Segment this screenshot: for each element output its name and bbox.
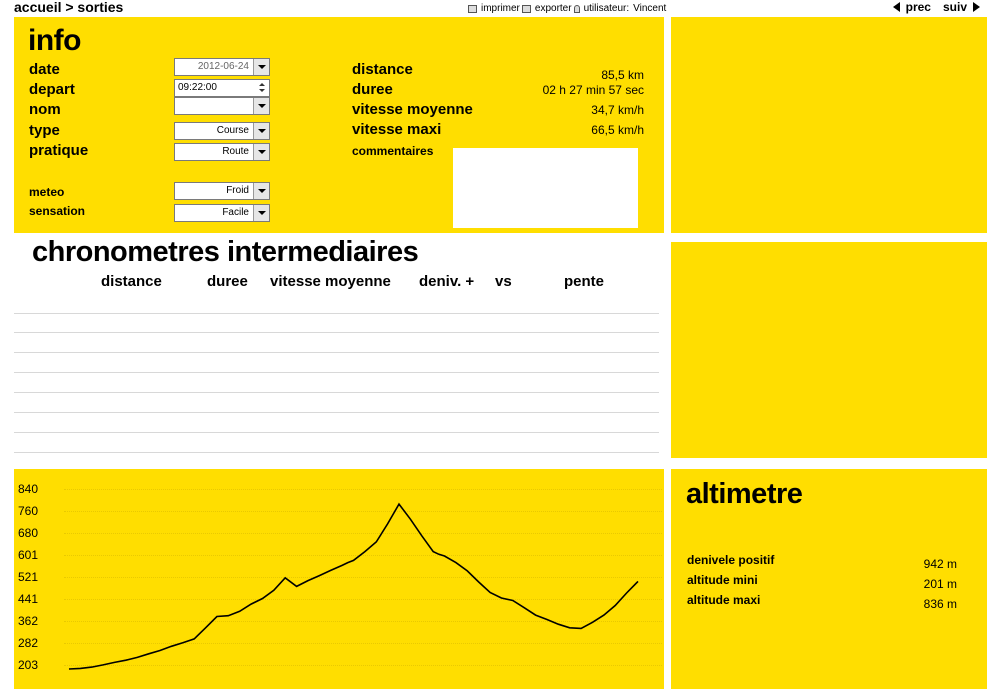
y-tick-label: 203 (18, 658, 39, 672)
date-label: date (29, 61, 60, 78)
meteo-select[interactable] (174, 182, 270, 200)
chevron-down-icon[interactable] (253, 183, 269, 199)
vitesse-maxi-value: 66,5 km/h (591, 123, 644, 137)
altimetre-title: altimetre (686, 478, 803, 510)
spin-down-icon[interactable] (256, 88, 268, 95)
y-tick-label: 521 (18, 570, 39, 584)
triangle-right-icon (973, 2, 980, 12)
spin-up-icon[interactable] (256, 81, 268, 88)
depart-time-input[interactable] (174, 79, 270, 97)
vitesse-moyenne-label: vitesse moyenne (352, 101, 473, 118)
distance-value: 85,5 km (601, 68, 644, 82)
chevron-down-icon[interactable] (253, 144, 269, 160)
prev-button[interactable] (893, 0, 931, 14)
y-tick-label: 282 (18, 636, 39, 650)
duree-value: 02 h 27 min 57 sec (542, 83, 644, 97)
altitude-mini-label: altitude mini (687, 573, 758, 587)
altitude-maxi-label: altitude maxi (687, 593, 761, 607)
table-row-divider (14, 313, 659, 314)
col-header-duree: duree (207, 273, 248, 290)
depart-label: depart (29, 81, 75, 98)
table-row-divider (14, 332, 659, 333)
chevron-down-icon[interactable] (253, 59, 269, 75)
table-row-divider (14, 352, 659, 353)
y-tick-label: 680 (18, 526, 39, 540)
date-select[interactable] (174, 58, 270, 76)
chevron-down-icon[interactable] (253, 205, 269, 221)
type-label: type (29, 122, 60, 139)
y-tick-label: 760 (18, 504, 39, 518)
user-label: utilisateur: (583, 3, 630, 14)
table-row-divider (14, 392, 659, 393)
duree-label: duree (352, 81, 393, 98)
col-header-vs: vs (495, 273, 512, 290)
denivele-positif-label: denivele positif (687, 553, 775, 567)
pratique-select[interactable] (174, 143, 270, 161)
triangle-left-icon (893, 2, 900, 12)
right-panel-middle (671, 242, 987, 458)
envelope-icon[interactable] (522, 5, 531, 13)
pratique-label: pratique (29, 142, 89, 159)
col-header-vitesse-moyenne: vitesse moyenne (270, 273, 391, 290)
col-header-pente: pente (564, 273, 605, 290)
nom-label: nom (29, 101, 61, 118)
next-button[interactable] (943, 0, 980, 14)
table-row-divider (14, 412, 659, 413)
y-tick-label: 362 (18, 614, 39, 628)
commentaires-label: commentaires (352, 144, 434, 158)
sensation-value: Facile (222, 207, 249, 218)
chrono-title: chronometres intermediaires (32, 236, 419, 268)
type-value: Course (216, 125, 249, 136)
pratique-value: Route (222, 146, 249, 157)
sensation-select[interactable] (174, 204, 270, 222)
time-spinner[interactable] (256, 81, 268, 95)
prev-label: prec (905, 0, 931, 14)
commentaires-textarea[interactable] (453, 148, 638, 228)
date-value: 2012-06-24 (197, 61, 249, 72)
y-tick-label: 840 (18, 482, 39, 496)
pager-nav (893, 0, 980, 14)
table-row-divider (14, 372, 659, 373)
altitude-mini-value: 201 m (923, 577, 957, 591)
next-label: suiv (942, 0, 967, 14)
printer-icon[interactable] (468, 5, 477, 13)
chevron-down-icon[interactable] (253, 98, 269, 114)
distance-label: distance (352, 61, 413, 78)
user-icon (574, 5, 580, 13)
altitude-chart (14, 469, 664, 689)
meteo-value: Froid (226, 185, 249, 196)
print-link[interactable]: imprimer (481, 3, 520, 14)
vitesse-maxi-label: vitesse maxi (352, 121, 442, 138)
depart-value: 09:22:00 (178, 82, 217, 93)
denivele-positif-value: 942 m (923, 557, 957, 571)
col-header-deniv: deniv. + (419, 273, 475, 290)
vitesse-moyenne-value: 34,7 km/h (591, 103, 644, 117)
type-select[interactable] (174, 122, 270, 140)
y-tick-label: 441 (18, 592, 39, 606)
header-toolbar (468, 3, 666, 14)
info-title: info (28, 24, 81, 57)
right-panel-top (671, 17, 987, 233)
breadcrumb[interactable]: accueil > sorties (14, 0, 124, 15)
table-row-divider (14, 432, 659, 433)
y-tick-label: 601 (18, 548, 39, 562)
col-header-distance: distance (101, 273, 162, 290)
altitude-maxi-value: 836 m (923, 597, 957, 611)
chevron-down-icon[interactable] (253, 123, 269, 139)
altitude-line (69, 504, 638, 669)
meteo-label: meteo (29, 185, 65, 199)
user-name: Vincent (633, 3, 667, 14)
table-row-divider (14, 452, 659, 453)
nom-select[interactable] (174, 97, 270, 115)
sensation-label: sensation (29, 204, 86, 218)
export-link[interactable]: exporter (534, 3, 572, 14)
